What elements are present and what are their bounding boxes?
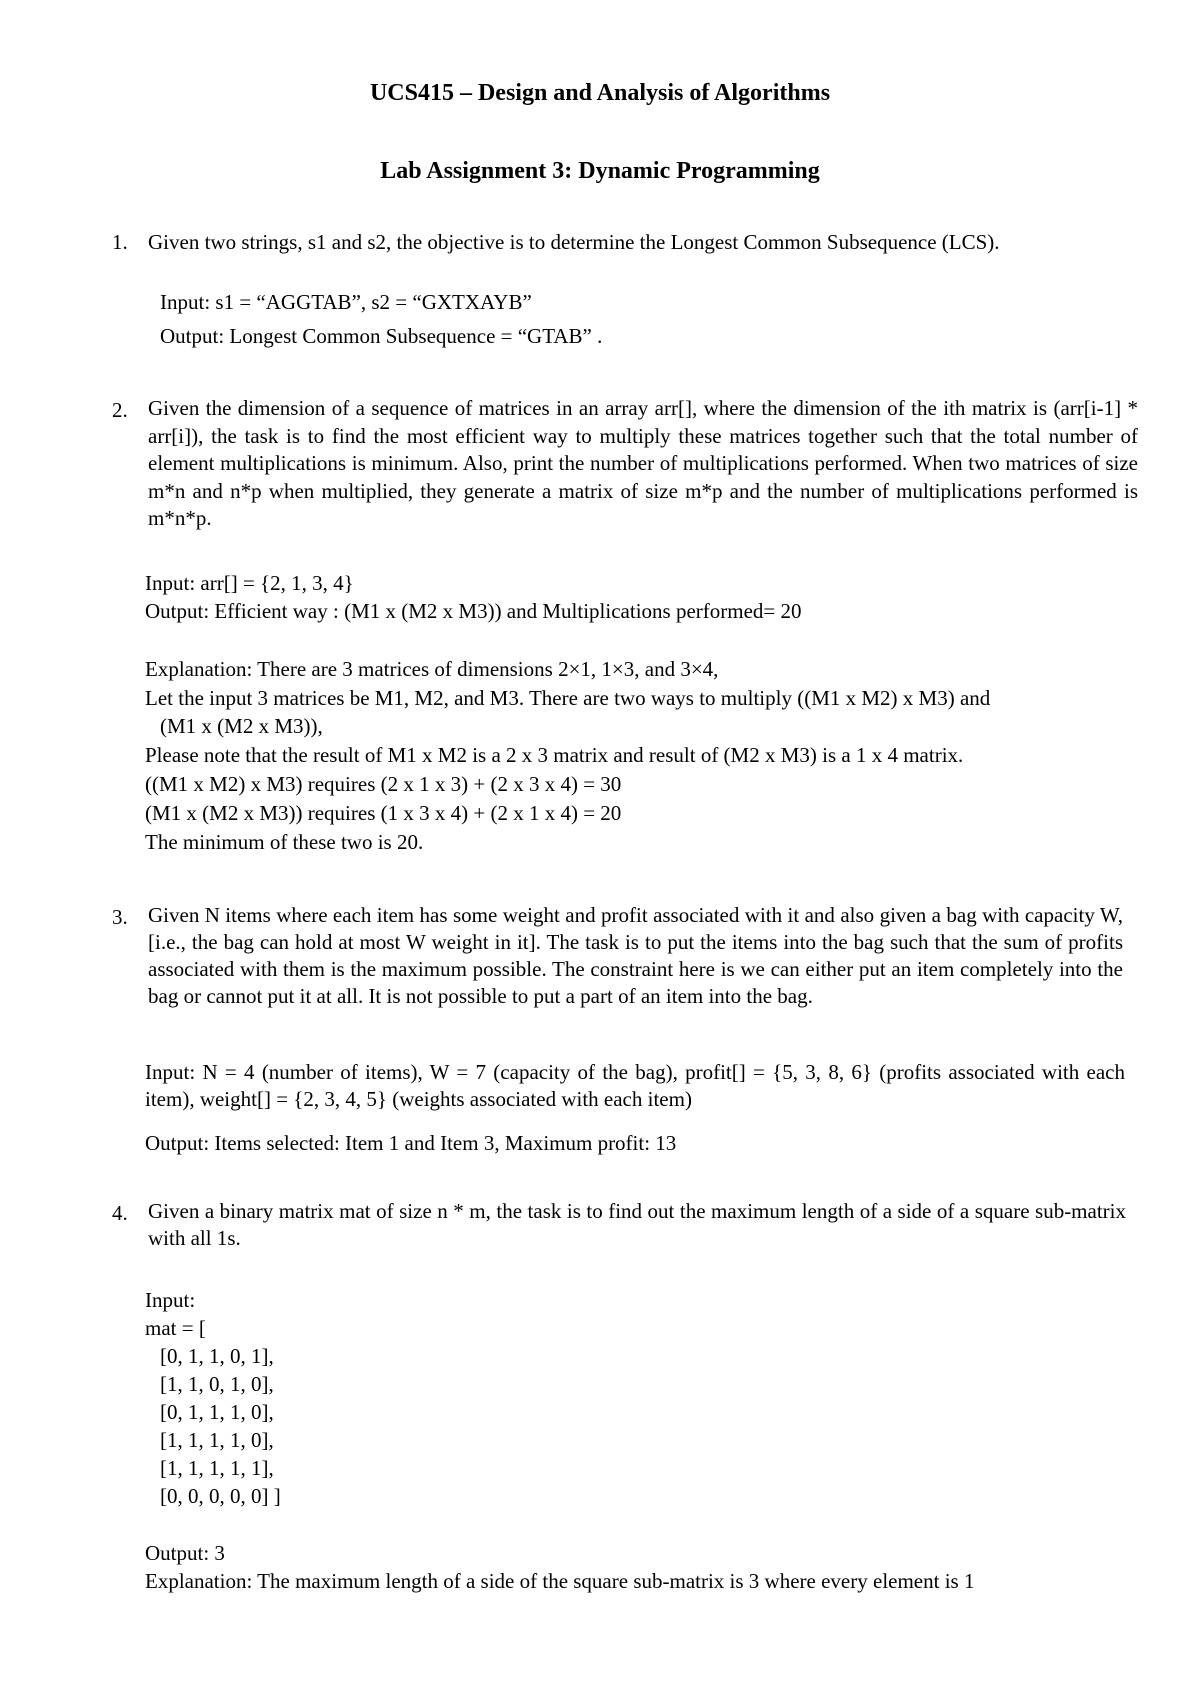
q3-input: Input: N = 4 (number of items), W = 7 (capacity of the bag), profit[] = {5, 3, 8, 6} (profits associated with each item), weight[] = {2, 3, 4, 5} (weights associated with each item): [145, 1060, 1125, 1111]
q1-output: Output: Longest Common Subsequence = “GTAB” .: [160, 324, 603, 348]
q4-matrix-row: [0, 1, 1, 0, 1],: [160, 1344, 274, 1368]
q2-explanation-line: (M1 x (M2 x M3)) requires (1 x 3 x 4) + (2 x 1 x 4) = 20: [145, 801, 622, 825]
q3-text: Given N items where each item has some weight and profit associated with it and also given a bag with capacity W, [i.e., the bag can hold at most W weight in it]. The task is to put the items into the bag such that the sum of profits associated with them is the maximum possible. The constraint here is we can either put an item completely into the bag or cannot put it at all. It is not possible to put a part of an item into the bag.: [148, 903, 1123, 1008]
q4-matrix-row: [1, 1, 0, 1, 0],: [160, 1372, 274, 1396]
q4-input-label: Input:: [145, 1288, 196, 1312]
q2-explanation-line: ((M1 x M2) x M3) requires (2 x 1 x 3) + (2 x 3 x 4) = 30: [145, 772, 622, 796]
q2-explanation-line: Please note that the result of M1 x M2 is a 2 x 3 matrix and result of (M2 x M3) is a 1 x 4 matrix.: [145, 743, 964, 767]
q4-matrix-row: [0, 0, 0, 0, 0] ]: [160, 1484, 281, 1508]
q4-matrix-row: [0, 1, 1, 1, 0],: [160, 1400, 274, 1424]
q2-number: 2.: [112, 398, 128, 422]
q1-input: Input: s1 = “AGGTAB”, s2 = “GXTXAYB”: [160, 290, 532, 314]
q4-matrix-row: [1, 1, 1, 1, 1],: [160, 1456, 274, 1480]
q4-output: Output: 3: [145, 1541, 225, 1565]
q4-matrix-row: [1, 1, 1, 1, 0],: [160, 1428, 274, 1452]
q2-explanation-line: The minimum of these two is 20.: [145, 830, 424, 854]
q1-number: 1.: [112, 230, 128, 254]
q2-explanation-line: Let the input 3 matrices be M1, M2, and M3. There are two ways to multiply ((M1 x M2) x M3) and: [145, 686, 991, 710]
q1-text: Given two strings, s1 and s2, the objective is to determine the Longest Common Subsequence (LCS).: [148, 230, 1000, 254]
q2-explanation-line: (M1 x (M2 x M3)),: [160, 714, 323, 738]
q4-mat-open: mat = [: [145, 1316, 206, 1340]
q2-input: Input: arr[] = {2, 1, 3, 4}: [145, 571, 354, 595]
q2-output: Output: Efficient way : (M1 x (M2 x M3)) and Multiplications performed= 20: [145, 599, 802, 623]
q3-output: Output: Items selected: Item 1 and Item 3, Maximum profit: 13: [145, 1131, 677, 1155]
course-title: UCS415 – Design and Analysis of Algorithms: [369, 80, 831, 106]
q4-number: 4.: [112, 1201, 128, 1225]
q4-text: Given a binary matrix mat of size n * m, the task is to find out the maximum length of a side of a square sub-matrix with all 1s.: [148, 1199, 1126, 1250]
q2-explanation-line: Explanation: There are 3 matrices of dimensions 2×1, 1×3, and 3×4,: [145, 657, 719, 681]
q3-number: 3.: [112, 905, 128, 929]
q4-explanation: Explanation: The maximum length of a side of the square sub-matrix is 3 where every element is 1: [145, 1569, 975, 1593]
q2-text: Given the dimension of a sequence of matrices in an array arr[], where the dimension of the ith matrix is (arr[i-1] * arr[i]), the task is to find the most efficient way to multiply these matrices together such that the total number of element multiplications is minimum. Also, print the number of multiplications performed. When two matrices of size m*n and n*p when multiplied, they generate a matrix of size m*p and the number of multiplications performed is m*n*p.: [148, 396, 1138, 530]
assignment-title: Lab Assignment 3: Dynamic Programming: [380, 158, 820, 184]
